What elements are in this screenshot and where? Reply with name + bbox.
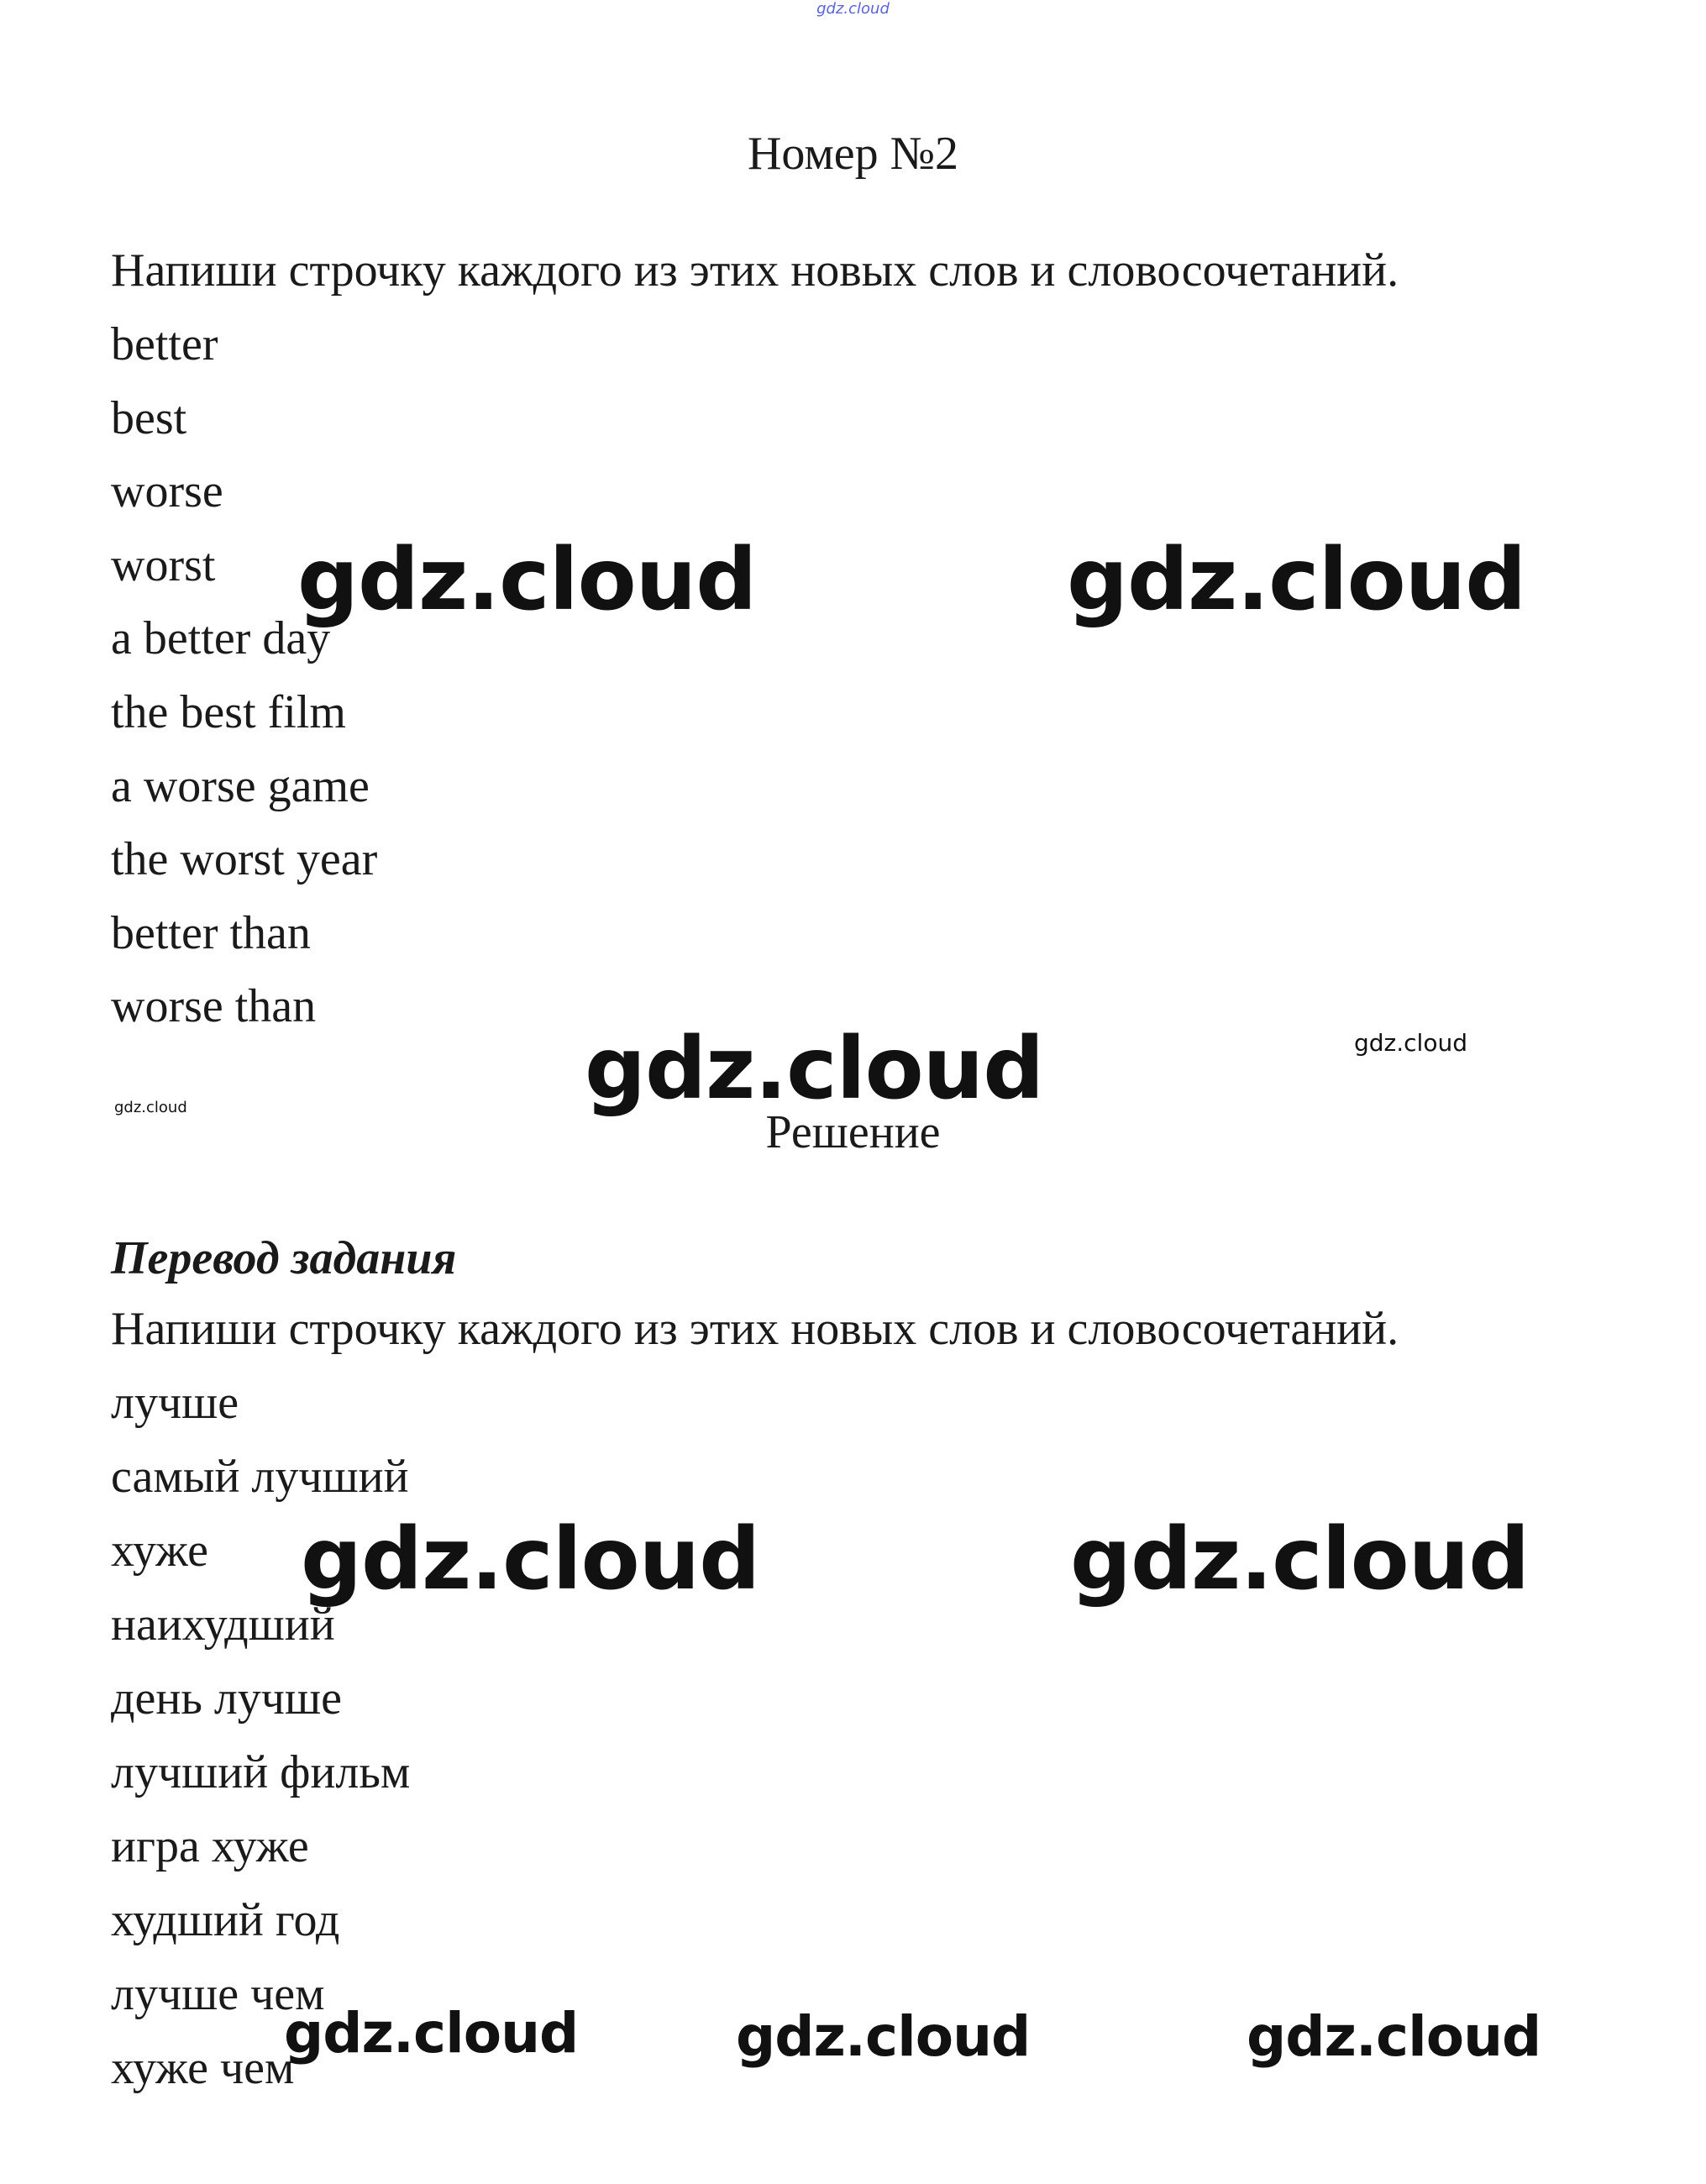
list-item: best — [111, 392, 187, 444]
list-item: лучше чем — [111, 1968, 325, 2020]
list-item: хуже — [111, 1525, 208, 1577]
list-item: наихудший — [111, 1599, 335, 1651]
list-item: хуже чем — [111, 2042, 295, 2094]
list-item: самый лучший — [111, 1451, 409, 1503]
watermark: gdz.cloud — [1070, 1509, 1530, 1609]
list-item: worse — [111, 465, 223, 517]
list-item: better than — [111, 907, 311, 959]
list-item: a better day — [111, 612, 331, 664]
list-item: the worst year — [111, 833, 378, 885]
watermark-top: gdz.cloud — [816, 0, 890, 18]
list-item: худший год — [111, 1894, 340, 1946]
list-item: better — [111, 318, 218, 370]
watermark: gdz.cloud — [1067, 530, 1526, 630]
watermark: gdz.cloud — [301, 1509, 760, 1609]
watermark: gdz.cloud — [297, 530, 757, 630]
watermark: gdz.cloud — [585, 1019, 1044, 1119]
list-item: worst — [111, 539, 216, 591]
watermark: gdz.cloud — [1247, 2004, 1541, 2069]
watermark: gdz.cloud — [1354, 1029, 1467, 1057]
list-item: лучший фильм — [111, 1746, 411, 1798]
watermark: gdz.cloud — [114, 1099, 187, 1116]
task-instruction: Напиши строчку каждого из этих новых слов и словосочетаний. — [111, 244, 1399, 297]
list-item: игра хуже — [111, 1820, 309, 1872]
solution-heading: Решение — [765, 1106, 941, 1158]
translation-heading: Перевод задания — [111, 1232, 457, 1284]
translation-instruction: Напиши строчку каждого из этих новых слов и словосочетаний. — [111, 1303, 1399, 1355]
watermark: gdz.cloud — [284, 2001, 579, 2066]
watermark: gdz.cloud — [736, 2004, 1031, 2069]
list-item: день лучше — [111, 1672, 342, 1725]
list-item: the best film — [111, 686, 346, 738]
list-item: лучше — [111, 1377, 239, 1429]
list-item: a worse game — [111, 760, 370, 812]
page-title: Номер №2 — [747, 128, 959, 180]
list-item: worse than — [111, 980, 317, 1032]
